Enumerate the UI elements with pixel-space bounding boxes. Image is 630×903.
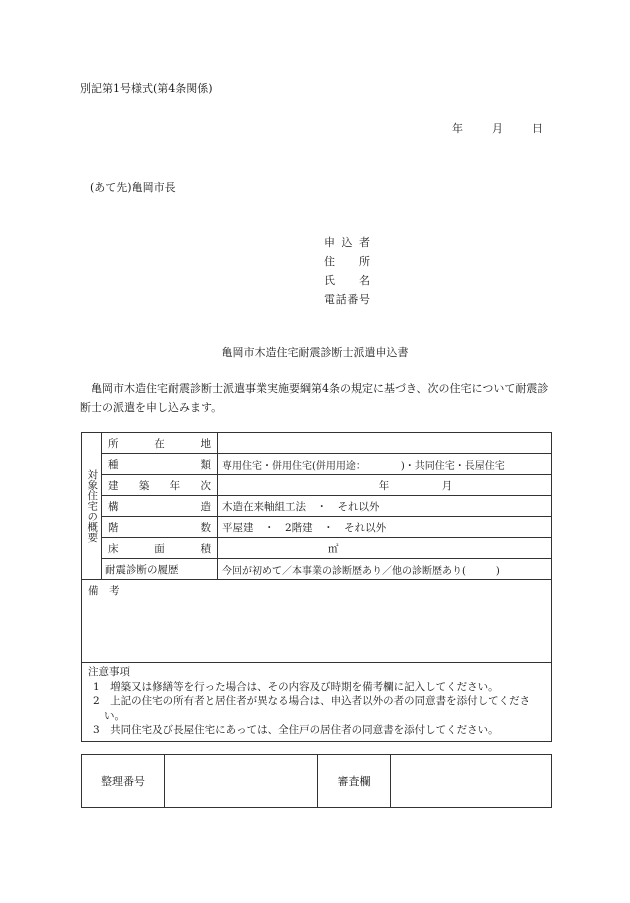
- row-value[interactable]: 専用住宅・併用住宅(併用用途： )・共同住宅・長屋住宅: [218, 454, 552, 475]
- notes-title: 注意事項: [88, 666, 130, 678]
- addressee: (あて先)亀岡市長: [90, 181, 176, 194]
- reference-number-label: 整理番号: [82, 755, 165, 808]
- applicant-address-label: 住所: [324, 255, 370, 268]
- table-row: [82, 755, 552, 808]
- remarks-cell[interactable]: [82, 580, 552, 663]
- review-label: 審査欄: [318, 755, 391, 808]
- row-value[interactable]: ㎡: [218, 538, 552, 559]
- note-item: 2 上記の住宅の所有者と居住者が異なる場合は、申込者以外の者の同意書を添付してください。: [93, 695, 531, 722]
- remarks-label: 備 考: [88, 585, 120, 597]
- row-value[interactable]: 木造在来軸組工法 ・ それ以外: [218, 496, 552, 517]
- review-field[interactable]: [391, 755, 552, 808]
- side-label-cell: [82, 433, 102, 580]
- date-line: [452, 120, 543, 136]
- document-title: 亀岡市木造住宅耐震診断士派遣申込書: [221, 346, 409, 359]
- row-label: 種類: [102, 454, 218, 475]
- housing-overview-table: [81, 432, 552, 742]
- table-row: [82, 433, 552, 454]
- table-row: [82, 454, 552, 475]
- table-row: [82, 663, 552, 742]
- row-value[interactable]: 平屋建 ・ 2階建 ・ それ以外: [218, 517, 552, 538]
- row-value[interactable]: 年 月: [218, 475, 552, 496]
- note-item: 1 増築又は修繕等を行った場合は、その内容及び時期を備考欄に記入してください。: [93, 680, 499, 693]
- date-month: 月: [492, 122, 503, 135]
- row-value[interactable]: [218, 433, 552, 454]
- row-label: 構造: [102, 496, 218, 517]
- note-item: 3 共同住宅及び長屋住宅にあっては、全住戸の居住者の同意書を添付してください。: [93, 724, 499, 736]
- date-year: 年: [452, 122, 463, 135]
- table-row: [82, 559, 552, 580]
- row-label: 階数: [102, 517, 218, 538]
- row-label: 耐震診断の履歴: [102, 559, 218, 580]
- date-day: 日: [532, 122, 543, 135]
- table-row: [82, 580, 552, 663]
- row-label: 建築年次: [102, 475, 218, 496]
- applicant-block: [324, 233, 370, 309]
- table-row: [82, 496, 552, 517]
- applicant-phone-label: 電話番号: [324, 293, 370, 306]
- row-label: 床面積: [102, 538, 218, 559]
- notes-cell: [82, 663, 552, 742]
- table-row: [82, 517, 552, 538]
- table-row: [82, 538, 552, 559]
- application-statement: 亀岡市木造住宅耐震診断士派遣事業実施要綱第4条の規定に基づき、次の住宅について耐震診断士の派遣を申し込みます。: [80, 382, 549, 414]
- table-row: [82, 475, 552, 496]
- row-value[interactable]: 今回が初めて／本事業の診断歴あり／他の診断歴あり( ): [218, 559, 552, 580]
- applicant-name-label: 氏名: [324, 274, 370, 287]
- office-use-table: [81, 754, 552, 808]
- applicant-label: 申込者: [324, 236, 370, 249]
- reference-number-field[interactable]: [165, 755, 318, 808]
- form-reference: 別記第1号様式(第4条関係): [80, 82, 213, 95]
- side-label: 対象住宅の概要: [86, 469, 99, 543]
- row-label: 所在地: [102, 433, 218, 454]
